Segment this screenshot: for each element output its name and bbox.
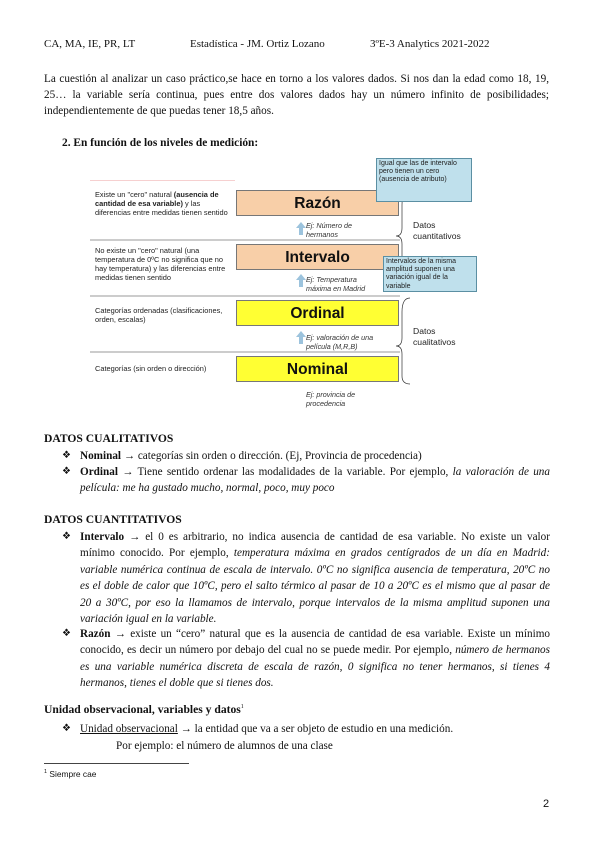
desc-razon-post: y las diferencias entre medidas tienen sentido: [95, 199, 228, 217]
cualitativos-heading: DATOS CUALITATIVOS: [44, 432, 174, 445]
unidad-heading: [44, 703, 244, 716]
bullet-diamond-icon: ❖: [62, 450, 71, 461]
unidad-heading-text: Unidad observacional, variables y datos: [44, 703, 241, 716]
text-nominal: → categorías sin orden o dirección. (Ej, Provincia de procedencia): [121, 450, 422, 462]
cuantitativos-heading: DATOS CUANTITATIVOS: [44, 513, 182, 526]
intro-paragraph: La cuestión al analizar un caso práctico,se hace en torno a los valores dados. Si nos dan la edad como 18, 19, 25… la variable sería continua, pues entre dos valores dados hay un número infinito de posibilidades; independientemente de que puedas tener 18,5 años.: [44, 73, 549, 117]
level-intervalo: Intervalo: [236, 244, 399, 270]
example-razon: Ej: Número de hermanos: [306, 221, 352, 239]
unidad-example: Por ejemplo: el número de alumnos de una clase: [116, 740, 333, 752]
text-razon: → existe un “cero” natural que es la ausencia de cantidad de esa variable. Existe un mínimo conocido, es decir un número por debajo del cual no se puede medir. Por ejemplo,: [80, 628, 550, 657]
example-intervalo: Ej: Temperatura máxima en Madrid: [306, 275, 366, 293]
desc-ordinal: Categorías ordenadas (clasificaciones, orden, escalas): [95, 306, 223, 324]
bullet-diamond-icon: ❖: [62, 628, 71, 639]
text-intervalo: → el 0 es arbitrario, no indica ausencia de cantidad de esa variable. No existe un valor mínimo conocido. Por ejemplo,: [80, 531, 550, 560]
callout-intervalo: Intervalos de la misma amplitud suponen una variación igual de la variable: [383, 256, 477, 292]
desc-nominal: Categorías (sin orden o dirección): [95, 364, 207, 373]
term-nominal: Nominal: [80, 450, 122, 462]
level-ordinal: Ordinal: [236, 300, 399, 326]
item-ordinal: [80, 464, 550, 497]
page-number: 2: [543, 798, 550, 810]
bullet-diamond-icon: ❖: [62, 531, 71, 542]
term-unidad: Unidad observacional: [80, 723, 178, 735]
header-center: Estadística - JM. Ortiz Lozano: [190, 38, 325, 50]
item-intervalo: [80, 529, 550, 627]
bullet-diamond-icon: ❖: [62, 723, 71, 734]
header-left: CA, MA, IE, PR, LT: [44, 38, 136, 50]
footnote-mark: 1: [44, 769, 48, 776]
header-right: 3ºE-3 Analytics 2021-2022: [370, 38, 490, 50]
section2-heading: 2. En función de los niveles de medición:: [62, 137, 259, 149]
example-ordinal-text: la valoración de una película: me ha gustado mucho, normal, poco, muy poco: [80, 466, 550, 495]
desc-razon: [95, 190, 235, 217]
footnote-ref[interactable]: 1: [240, 704, 244, 711]
footnote-divider: [44, 763, 189, 764]
example-ordinal: Ej: valoración de una película (M,R,B): [306, 333, 374, 351]
desc-intervalo: No existe un "cero" natural (una temperatura de 0ºC no significa que no hay temperatura) y las diferencias entre medidas tienen sentido: [95, 246, 226, 282]
bullet-diamond-icon: ❖: [62, 466, 71, 477]
term-intervalo: Intervalo: [80, 531, 125, 543]
footnote-text: Siempre cae: [47, 769, 97, 779]
item-unidad: [80, 721, 550, 737]
level-nominal: Nominal: [236, 356, 399, 382]
term-ordinal: Ordinal: [80, 466, 118, 478]
label-datos-cuantitativos: Datos cuantitativos: [413, 220, 461, 241]
desc-razon-pre: Existe un "cero" natural: [95, 190, 174, 199]
item-razon: [80, 626, 550, 692]
item-nominal: [80, 448, 550, 464]
term-razon: Razón: [80, 628, 111, 640]
text-unidad: → la entidad que va a ser objeto de estudio en una medición.: [177, 723, 454, 735]
footnote: [44, 769, 96, 779]
callout-razon: Igual que las de intervalo pero tienen un cero (ausencia de atributo): [376, 158, 472, 202]
level-razon: Razón: [236, 190, 399, 216]
label-datos-cualitativos: Datos cualitativos: [413, 326, 456, 347]
desc-razon-bold: (ausencia de cantidad de esa variable): [95, 190, 219, 208]
example-nominal: Ej: provincia de procedencia: [306, 390, 356, 408]
example-intervalo-text: temperatura máxima en grados centígrados de un día en Madrid: variable numérica continua de escala de intervalo. 0ºC no significa ausencia de temperatura, 20ºC no es el doble de calor que 10ºC, pero el salto térmico al pasar de 10 a 20ºC es el mismo que al pasar de 20 a 30ºC, por eso la llamamos de intervalo, porque intervalos de la misma amplitud suponen una variación igual en la variable.: [80, 547, 550, 626]
example-razon-text: número de hermanos es una variable numérica discreta de escala de razón, 0 significa no tener hermanos, si tienes 4 hermanos, tienes el doble que si tienes dos.: [80, 644, 550, 690]
text-ordinal: → Tiene sentido ordenar las modalidades de la variable. Por ejemplo,: [117, 466, 453, 478]
